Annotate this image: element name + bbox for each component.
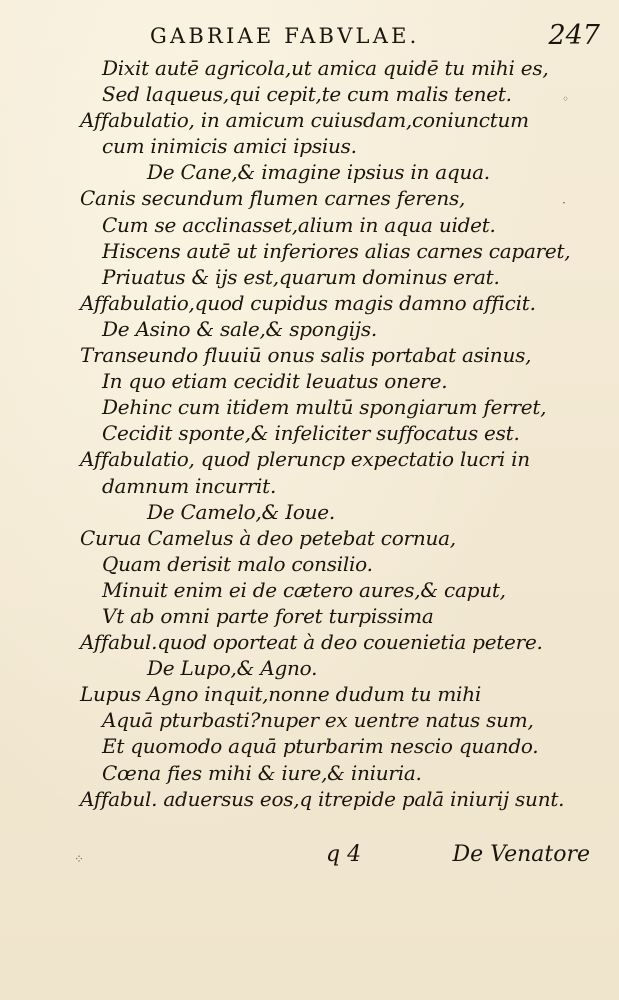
page-number: 247 [548,20,600,51]
text-line: Quam derisit malo consilio. [102,551,373,576]
ink-speck-icon: ◦ [562,92,570,106]
text-line: Hiscens autē ut inferiores alias carnes caparet, [102,238,571,263]
text-line: Dixit autē agricola,ut amica quidē tu mihi es, [102,56,549,80]
text-line: Affabulatio, in amicum cuiusdam,coniunctum [80,108,529,133]
text-line: Cœna fies mihi & iure,& iniuria. [102,760,422,785]
page-header [150,20,600,54]
text-line: Affabul. aduersus eos,q itrepide palā iniurij sunt. [80,786,565,811]
text-line: Cecidit sponte,& infeliciter suffocatus est. [102,421,520,446]
text-line: Minuit enim ei de cætero aures,& caput, [102,577,506,602]
text-line: Lupus Agno inquit,nonne dudum tu mihi [80,682,481,707]
text-line: Cum se acclinasset,alium in aqua uidet. [102,212,496,237]
text-line: damnum incurrit. [102,473,277,498]
signature-mark: q 4 [326,842,362,867]
fable-heading: De Cane,& imagine ipsius in aqua. [147,160,490,185]
text-line: Priuatus & ijs est,quarum dominus erat. [102,264,500,289]
text-line: Et quomodo aquā pturbarim nescio quando. [102,734,539,759]
page-footer [80,842,590,872]
text-line: Dehinc cum itidem multū spongiarum ferret, [102,395,547,420]
ink-speck-icon: ⁘ [74,852,85,866]
catchword: De Venatore [452,842,590,867]
text-line: Sed laqueus,qui cepit,te cum malis tenet. [102,82,512,107]
fable-text [80,55,590,812]
ink-speck-icon: · [562,196,566,210]
fable-heading: De Asino & sale,& spongijs. [102,316,377,341]
fable-heading: De Camelo,& Ioue. [147,499,335,524]
text-line: Canis secundum flumen carnes ferens, [80,186,466,211]
text-line: Affabulatio,quod cupidus magis damno afficit. [80,290,536,315]
text-line: cum inimicis amici ipsius. [102,134,357,159]
text-line: Vt ab omni parte foret turpissima [102,603,434,628]
fable-heading: De Lupo,& Agno. [147,656,318,681]
text-line: In quo etiam cecidit leuatus onere. [102,369,448,394]
running-title: GABRIAE FABVLAE. [150,24,420,48]
text-line: Affabulatio, quod pleruncp expectatio lucri in [80,447,530,472]
text-line: Affabul.quod oporteat à deo couenietia petere. [80,630,543,655]
text-line: Aquā pturbasti?nuper ex uentre natus sum, [102,708,534,733]
text-line: Curua Camelus à deo petebat cornua, [80,525,456,550]
text-line: Transeundo fluuiū onus salis portabat asinus, [80,343,532,368]
